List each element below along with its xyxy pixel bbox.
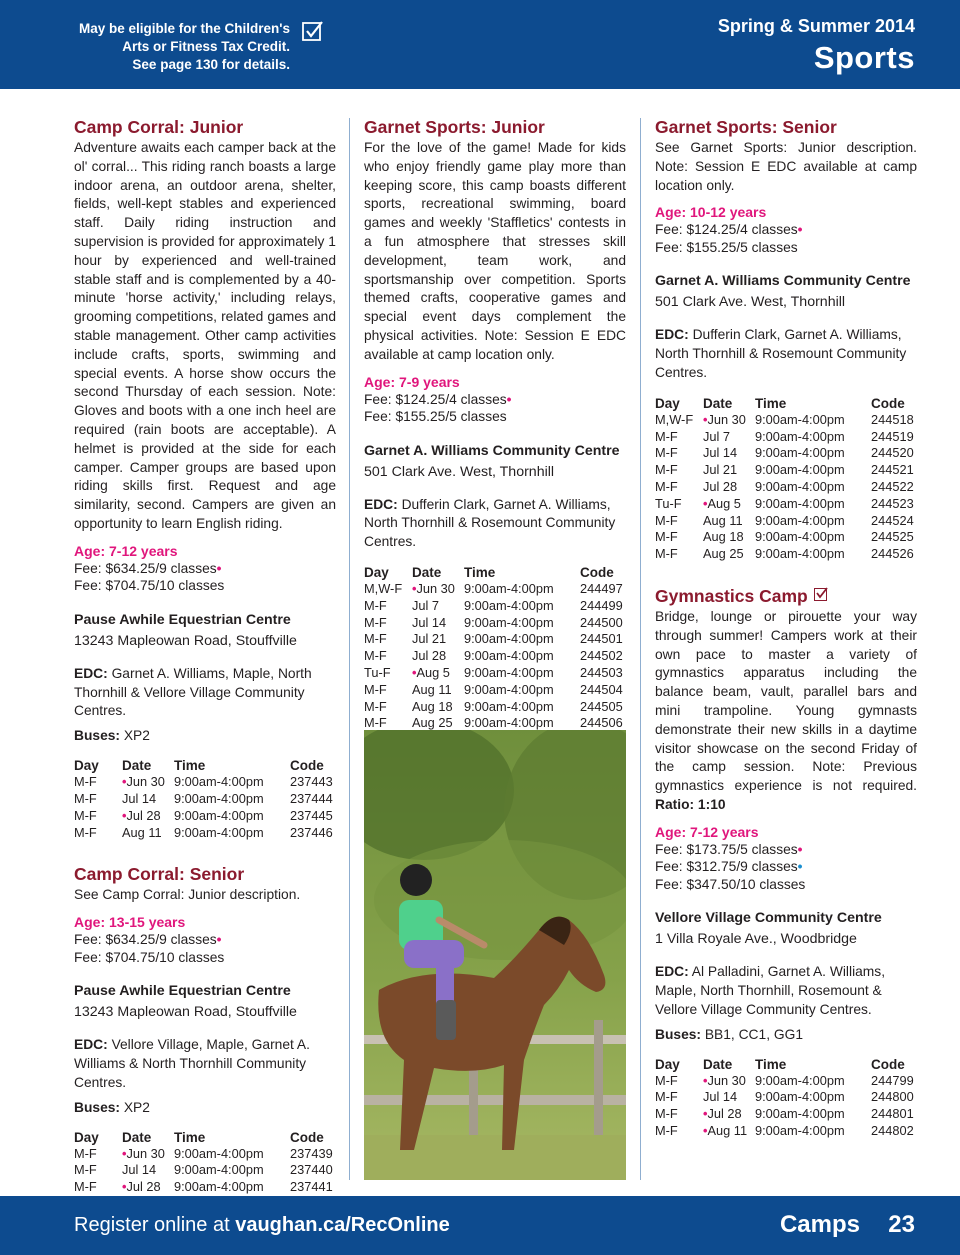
edc-info: EDC: Dufferin Clark, Garnet A. Williams, North Thornhill & Rosemount Community Centres.: [655, 327, 907, 380]
cell-code: 237444: [290, 790, 333, 806]
cell-code: 244523: [871, 495, 914, 511]
program-description: Adventure awaits each camper back at the ol' corral... This riding ranch boasts a large indoor arena, an outdoor arena, shelter, fields, well-kept stables and experienced staff. Daily riding instruction and supervision is provided for approximately 1 hour by experienced and well-trained stable staff and is complemented by a 40-minute 'horse activity,' including relays, grooming competitions, related games and stable management. Other camp activities include crafts, sports, swimming and special events. A horse show occurs the second Thursday of each session. Note: Gloves and boots with a one inch heel are required (rain boots are acceptable). A helmet is provided at the side for each camper. Camper groups are based upon riding skills first. Request and age similarity, second. Campers are given an opportunity to learn English riding.: [74, 140, 336, 531]
cell-day: M-F: [364, 631, 387, 647]
cell-date: Jun 30: [126, 774, 165, 790]
fee-line: Fee: $704.75/10 classes: [74, 949, 225, 965]
cell-date: Jul 28: [412, 648, 447, 664]
schedule-header-row: [364, 564, 626, 581]
dot-marker: •: [703, 411, 708, 427]
cell-date: Aug 18: [412, 698, 453, 714]
cell-code: 244526: [871, 546, 914, 562]
cell-date: Aug 11: [122, 824, 162, 840]
cell-day: M-F: [655, 1072, 678, 1088]
fee-line: Fee: $155.25/5 classes: [364, 409, 507, 425]
program-gymnastics-camp: [655, 585, 917, 1140]
program-description: See Camp Corral: Junior description.: [74, 887, 301, 903]
column-header: Date: [703, 395, 733, 411]
cell-code: 244522: [871, 478, 914, 494]
schedule-table: [655, 395, 917, 563]
cell-date: Jul 28: [126, 1179, 161, 1195]
table-row: [655, 546, 917, 563]
tax-credit-line: See page 130 for details.: [132, 57, 290, 72]
location-address: 13243 Mapleowan Road, Stouffville: [74, 632, 297, 649]
schedule-table: [74, 757, 336, 841]
fee-line: Fee: $312.75/9 classes•: [655, 859, 803, 875]
schedule-header-row: [74, 1129, 336, 1146]
dot-marker: •: [506, 391, 512, 407]
cell-time: 9:00am-4:00pm: [755, 428, 845, 444]
cell-date: Jul 28: [126, 807, 161, 823]
program-title: Camp Corral: Junior: [74, 117, 244, 137]
dot-marker: •: [703, 495, 708, 511]
cell-day: M-F: [364, 614, 387, 630]
bus-info: Buses: XP2: [74, 728, 150, 744]
cell-code: 244502: [580, 648, 623, 664]
dot-marker: •: [703, 1106, 708, 1122]
cell-time: 9:00am-4:00pm: [755, 445, 845, 461]
location-address: 13243 Mapleowan Road, Stouffville: [74, 1004, 297, 1021]
cell-time: 9:00am-4:00pm: [464, 648, 554, 664]
page-number: 23: [888, 1211, 915, 1238]
cell-time: 9:00am-4:00pm: [174, 824, 264, 840]
column-divider: [640, 118, 641, 1180]
dot-marker: •: [216, 932, 222, 948]
cell-day: M-F: [655, 478, 678, 494]
cell-code: 237440: [290, 1162, 333, 1178]
column-header: Day: [655, 1056, 680, 1072]
edc-info: EDC: Garnet A. Williams, Maple, North Thornhill & Vellore Village Community Centres.: [74, 665, 312, 719]
cell-day: M-F: [655, 1089, 678, 1105]
table-row: [655, 1123, 917, 1140]
cell-date: Jul 14: [703, 445, 738, 461]
column-header: Day: [655, 395, 680, 411]
column-left: [74, 116, 336, 1213]
cell-code: 244799: [871, 1072, 914, 1088]
cell-day: M-F: [364, 715, 387, 731]
cell-day: M-F: [364, 681, 387, 697]
cell-day: M-F: [655, 512, 678, 528]
cell-time: 9:00am-4:00pm: [174, 1145, 264, 1161]
cell-code: 237445: [290, 807, 333, 823]
cell-date: Jul 14: [412, 614, 447, 630]
column-header: Time: [174, 758, 206, 774]
cell-day: M-F: [74, 824, 97, 840]
cell-time: 9:00am-4:00pm: [174, 1179, 264, 1195]
dot-marker: •: [703, 1072, 708, 1088]
checkbox-check-icon: [302, 20, 324, 42]
column-header: Day: [74, 758, 99, 774]
column-header: Time: [755, 395, 787, 411]
cell-time: 9:00am-4:00pm: [464, 664, 554, 680]
cell-code: 237443: [290, 774, 333, 790]
cell-code: 244524: [871, 512, 914, 528]
program-description: Bridge, lounge or pirouette your way through summer! Campers work at their own pace to master a variety of gymnastics apparatus including the balance beam, vault, parallel bars and mini trampoline. Young gymnasts demonstrate their new skills in a daytime visitor showcase on the second Friday of the camp session. Note: Previous gymnastics experience is not required. Ratio: 1:10: [655, 608, 918, 812]
age-range: Age: 7-12 years: [74, 542, 178, 559]
fee-line: Fee: $124.25/4 classes•: [655, 222, 803, 238]
cell-date: Jul 14: [703, 1089, 738, 1105]
schedule-header-row: [655, 395, 917, 412]
cell-day: M-F: [74, 1162, 97, 1178]
tax-credit-line: Arts or Fitness Tax Credit.: [122, 39, 290, 54]
cell-date: Aug 25: [703, 546, 744, 562]
dot-marker: •: [797, 841, 803, 857]
table-row: [655, 1073, 917, 1090]
fee-line: Fee: $634.25/9 classes•: [74, 932, 222, 948]
program-camp-corral-junior: [74, 116, 336, 841]
cell-date: Jul 14: [122, 1162, 157, 1178]
table-row: [655, 1089, 917, 1106]
fee-line: Fee: $155.25/5 classes: [655, 239, 798, 255]
table-row: [364, 665, 626, 682]
cell-time: 9:00am-4:00pm: [755, 462, 845, 478]
program-garnet-sports-junior: [364, 116, 626, 732]
cell-code: 244518: [871, 411, 914, 427]
dot-marker: •: [797, 222, 803, 238]
cell-day: M-F: [655, 1123, 678, 1138]
age-range: Age: 13-15 years: [74, 914, 186, 931]
location-name: Pause Awhile Equestrian Centre: [74, 611, 291, 628]
checkbox-check-icon: [814, 588, 827, 601]
cell-code: 244504: [580, 681, 623, 697]
cell-date: Aug 25: [412, 715, 453, 731]
column-header: Code: [580, 564, 614, 580]
cell-day: M-F: [74, 790, 97, 806]
cell-code: 244501: [580, 631, 623, 647]
cell-day: M-F: [655, 529, 678, 545]
cell-code: 244505: [580, 698, 623, 714]
table-row: [74, 808, 336, 825]
table-row: [364, 631, 626, 648]
cell-time: 9:00am-4:00pm: [755, 1123, 845, 1138]
cell-time: 9:00am-4:00pm: [464, 715, 554, 731]
cell-date: Jul 14: [122, 790, 157, 806]
cell-code: 244506: [580, 715, 623, 731]
column-header: Code: [871, 395, 905, 411]
cell-code: 237446: [290, 824, 333, 840]
cell-time: 9:00am-4:00pm: [755, 495, 845, 511]
table-row: [655, 529, 917, 546]
cell-time: 9:00am-4:00pm: [755, 1089, 845, 1105]
column-header: Day: [74, 1129, 99, 1145]
dot-marker: •: [797, 859, 803, 875]
cell-date: Jul 21: [412, 631, 447, 647]
cell-day: Tu-F: [364, 664, 391, 680]
cell-code: 244802: [871, 1123, 914, 1138]
header-bar: [0, 0, 960, 89]
cell-day: M-F: [74, 1179, 97, 1195]
footer-bar: [0, 1196, 960, 1255]
cell-time: 9:00am-4:00pm: [755, 529, 845, 545]
dot-marker: •: [412, 664, 417, 680]
table-row: [655, 412, 917, 429]
location-name: Vellore Village Community Centre: [655, 910, 882, 927]
program-description: See Garnet Sports: Junior description. Note: Session E EDC available at camp location only.: [655, 140, 917, 193]
column-header: Code: [290, 1129, 324, 1145]
cell-code: 237439: [290, 1145, 333, 1161]
footer-section-label: Camps: [779, 1211, 860, 1238]
horse-rider-illustration: [364, 730, 626, 1180]
cell-code: 244800: [871, 1089, 914, 1105]
dot-marker: •: [122, 774, 127, 790]
table-row: [74, 825, 336, 842]
cell-time: 9:00am-4:00pm: [464, 631, 554, 647]
fee-line: Fee: $347.50/10 classes: [655, 876, 806, 892]
dot-marker: •: [703, 1123, 708, 1138]
cell-day: M-F: [74, 774, 97, 790]
cell-date: Jun 30: [707, 411, 746, 427]
table-row: [74, 1162, 336, 1179]
cell-day: M,W-F: [655, 411, 694, 427]
cell-code: 244525: [871, 529, 914, 545]
cell-time: 9:00am-4:00pm: [464, 597, 554, 613]
table-row: [364, 648, 626, 665]
program-garnet-sports-senior: [655, 116, 917, 563]
location-address: 501 Clark Ave. West, Thornhill: [655, 294, 846, 311]
cell-date: Jun 30: [126, 1145, 165, 1161]
cell-code: 244521: [871, 462, 914, 478]
dot-marker: •: [412, 580, 417, 596]
fee-line: Fee: $704.75/10 classes: [74, 578, 225, 594]
cell-date: Aug 11: [707, 1123, 748, 1138]
schedule-table: [655, 1056, 917, 1140]
cell-date: Jul 7: [703, 428, 731, 444]
column-header: Date: [122, 1129, 152, 1145]
dot-marker: •: [122, 1145, 127, 1161]
column-header: Day: [364, 564, 389, 580]
fee-line: Fee: $173.75/5 classes•: [655, 841, 803, 857]
dot-marker: •: [216, 560, 222, 576]
cell-day: M-F: [655, 445, 678, 461]
table-row: [655, 462, 917, 479]
table-row: [364, 682, 626, 699]
table-row: [74, 774, 336, 791]
table-row: [655, 496, 917, 513]
cell-day: M-F: [74, 807, 97, 823]
table-row: [655, 445, 917, 462]
cell-day: M,W-F: [364, 580, 403, 596]
cell-date: Aug 11: [412, 681, 452, 697]
cell-date: Aug 18: [703, 529, 744, 545]
table-row: [655, 429, 917, 446]
cell-time: 9:00am-4:00pm: [464, 698, 554, 714]
cell-day: M-F: [364, 698, 387, 714]
column-middle: [364, 116, 626, 732]
cell-date: Jul 28: [707, 1106, 742, 1122]
fee-line: Fee: $634.25/9 classes•: [74, 560, 222, 576]
cell-code: 244497: [580, 580, 623, 596]
cell-time: 9:00am-4:00pm: [464, 614, 554, 630]
column-header: Date: [122, 758, 152, 774]
program-title: Camp Corral: Senior: [74, 864, 245, 885]
fee-line: Fee: $124.25/4 classes•: [364, 391, 512, 407]
program-description: For the love of the game! Made for kids who enjoy friendly game play more than keeping score, this camp boasts different sports, recreational swimming, board games and weekly 'Staffletics' contests in a fun atmosphere that stresses skill development, team work, and sportsmanship over competition. Sports themed crafts, cooperative games and special event days complement the physical activities. Note: Session E EDC available at camp location only.: [364, 140, 627, 362]
column-header: Code: [871, 1056, 905, 1072]
column-header: Time: [174, 1129, 206, 1145]
age-range: Age: 7-9 years: [364, 373, 460, 390]
table-row: [655, 479, 917, 496]
cell-time: 9:00am-4:00pm: [464, 681, 554, 697]
cell-time: 9:00am-4:00pm: [755, 1072, 845, 1088]
register-online-link[interactable]: Register online at vaughan.ca/RecOnline: [74, 1214, 450, 1236]
column-header: Code: [290, 758, 324, 774]
dot-marker: •: [122, 1179, 127, 1195]
cell-date: Jun 30: [707, 1072, 746, 1088]
table-row: [364, 598, 626, 615]
photo-girl-riding-horse: [364, 730, 626, 1180]
column-header: Time: [755, 1056, 787, 1072]
bus-info: Buses: XP2: [74, 1099, 150, 1115]
cell-code: 244801: [871, 1106, 914, 1122]
table-row: [655, 1106, 917, 1123]
cell-date: Aug 11: [703, 512, 743, 528]
table-row: [74, 1179, 336, 1196]
edc-info: EDC: Al Palladini, Garnet A. Williams, Maple, North Thornhill, Rosemount & Vellore Village Community Centres.: [655, 964, 886, 1017]
table-row: [364, 615, 626, 632]
cell-time: 9:00am-4:00pm: [464, 580, 554, 596]
cell-time: 9:00am-4:00pm: [174, 774, 264, 790]
schedule-header-row: [655, 1056, 917, 1073]
cell-code: 244499: [580, 597, 623, 613]
cell-code: 244520: [871, 445, 914, 461]
cell-day: M-F: [364, 648, 387, 664]
cell-time: 9:00am-4:00pm: [755, 411, 845, 427]
cell-time: 9:00am-4:00pm: [755, 512, 845, 528]
cell-code: 244519: [871, 428, 914, 444]
cell-time: 9:00am-4:00pm: [755, 478, 845, 494]
season-label: Spring & Summer 2014: [717, 16, 915, 36]
table-row: [74, 791, 336, 808]
section-title: Sports: [813, 40, 915, 75]
location-name: Garnet A. Williams Community Centre: [364, 442, 620, 459]
tax-credit-note: [60, 20, 290, 74]
cell-date: Jul 21: [703, 462, 738, 478]
column-divider: [349, 118, 350, 1180]
tax-credit-line: May be eligible for the Children's: [79, 21, 290, 36]
cell-time: 9:00am-4:00pm: [755, 1106, 845, 1122]
program-title: Garnet Sports: Junior: [364, 117, 545, 137]
cell-day: M-F: [655, 428, 678, 444]
cell-code: 237441: [290, 1179, 333, 1195]
cell-day: M-F: [655, 1106, 678, 1122]
cell-time: 9:00am-4:00pm: [174, 790, 264, 806]
cell-time: 9:00am-4:00pm: [174, 807, 264, 823]
edc-info: EDC: Dufferin Clark, Garnet A. Williams, North Thornhill & Rosemount Community Centres.: [364, 496, 616, 550]
location-address: 1 Villa Royale Ave., Woodbridge: [655, 931, 857, 948]
program-title: Garnet Sports: Senior: [655, 117, 837, 137]
cell-day: M-F: [74, 1145, 97, 1161]
table-row: [364, 699, 626, 716]
cell-day: M-F: [655, 546, 678, 562]
cell-time: 9:00am-4:00pm: [755, 546, 845, 562]
dot-marker: •: [122, 807, 127, 823]
bus-info: Buses: BB1, CC1, GG1: [655, 1026, 803, 1042]
location-address: 501 Clark Ave. West, Thornhill: [364, 463, 555, 480]
program-title: Gymnastics Camp: [655, 585, 917, 607]
schedule-header-row: [74, 757, 336, 774]
cell-date: Jul 28: [703, 478, 738, 494]
column-right: [655, 116, 917, 1140]
column-header: Time: [464, 564, 496, 580]
schedule-table: [364, 564, 626, 732]
table-row: [74, 1146, 336, 1163]
cell-day: M-F: [364, 597, 387, 613]
table-row: [655, 513, 917, 530]
location-name: Pause Awhile Equestrian Centre: [74, 983, 291, 1000]
age-range: Age: 10-12 years: [655, 204, 767, 221]
cell-date: Aug 5: [707, 495, 741, 511]
edc-info: EDC: Vellore Village, Maple, Garnet A. Williams & North Thornhill Community Centres.: [74, 1037, 310, 1090]
cell-time: 9:00am-4:00pm: [174, 1162, 264, 1178]
cell-day: Tu-F: [655, 495, 682, 511]
cell-date: Aug 5: [416, 664, 450, 680]
column-header: Date: [412, 564, 442, 580]
location-name: Garnet A. Williams Community Centre: [655, 273, 911, 290]
cell-date: Jun 30: [416, 580, 455, 596]
table-row: [364, 581, 626, 598]
cell-code: 244500: [580, 614, 623, 630]
cell-day: M-F: [655, 462, 678, 478]
program-camp-corral-senior: [74, 863, 336, 1212]
cell-code: 244503: [580, 664, 623, 680]
cell-date: Jul 7: [412, 597, 440, 613]
column-header: Date: [703, 1056, 733, 1072]
age-range: Age: 7-12 years: [655, 823, 759, 840]
